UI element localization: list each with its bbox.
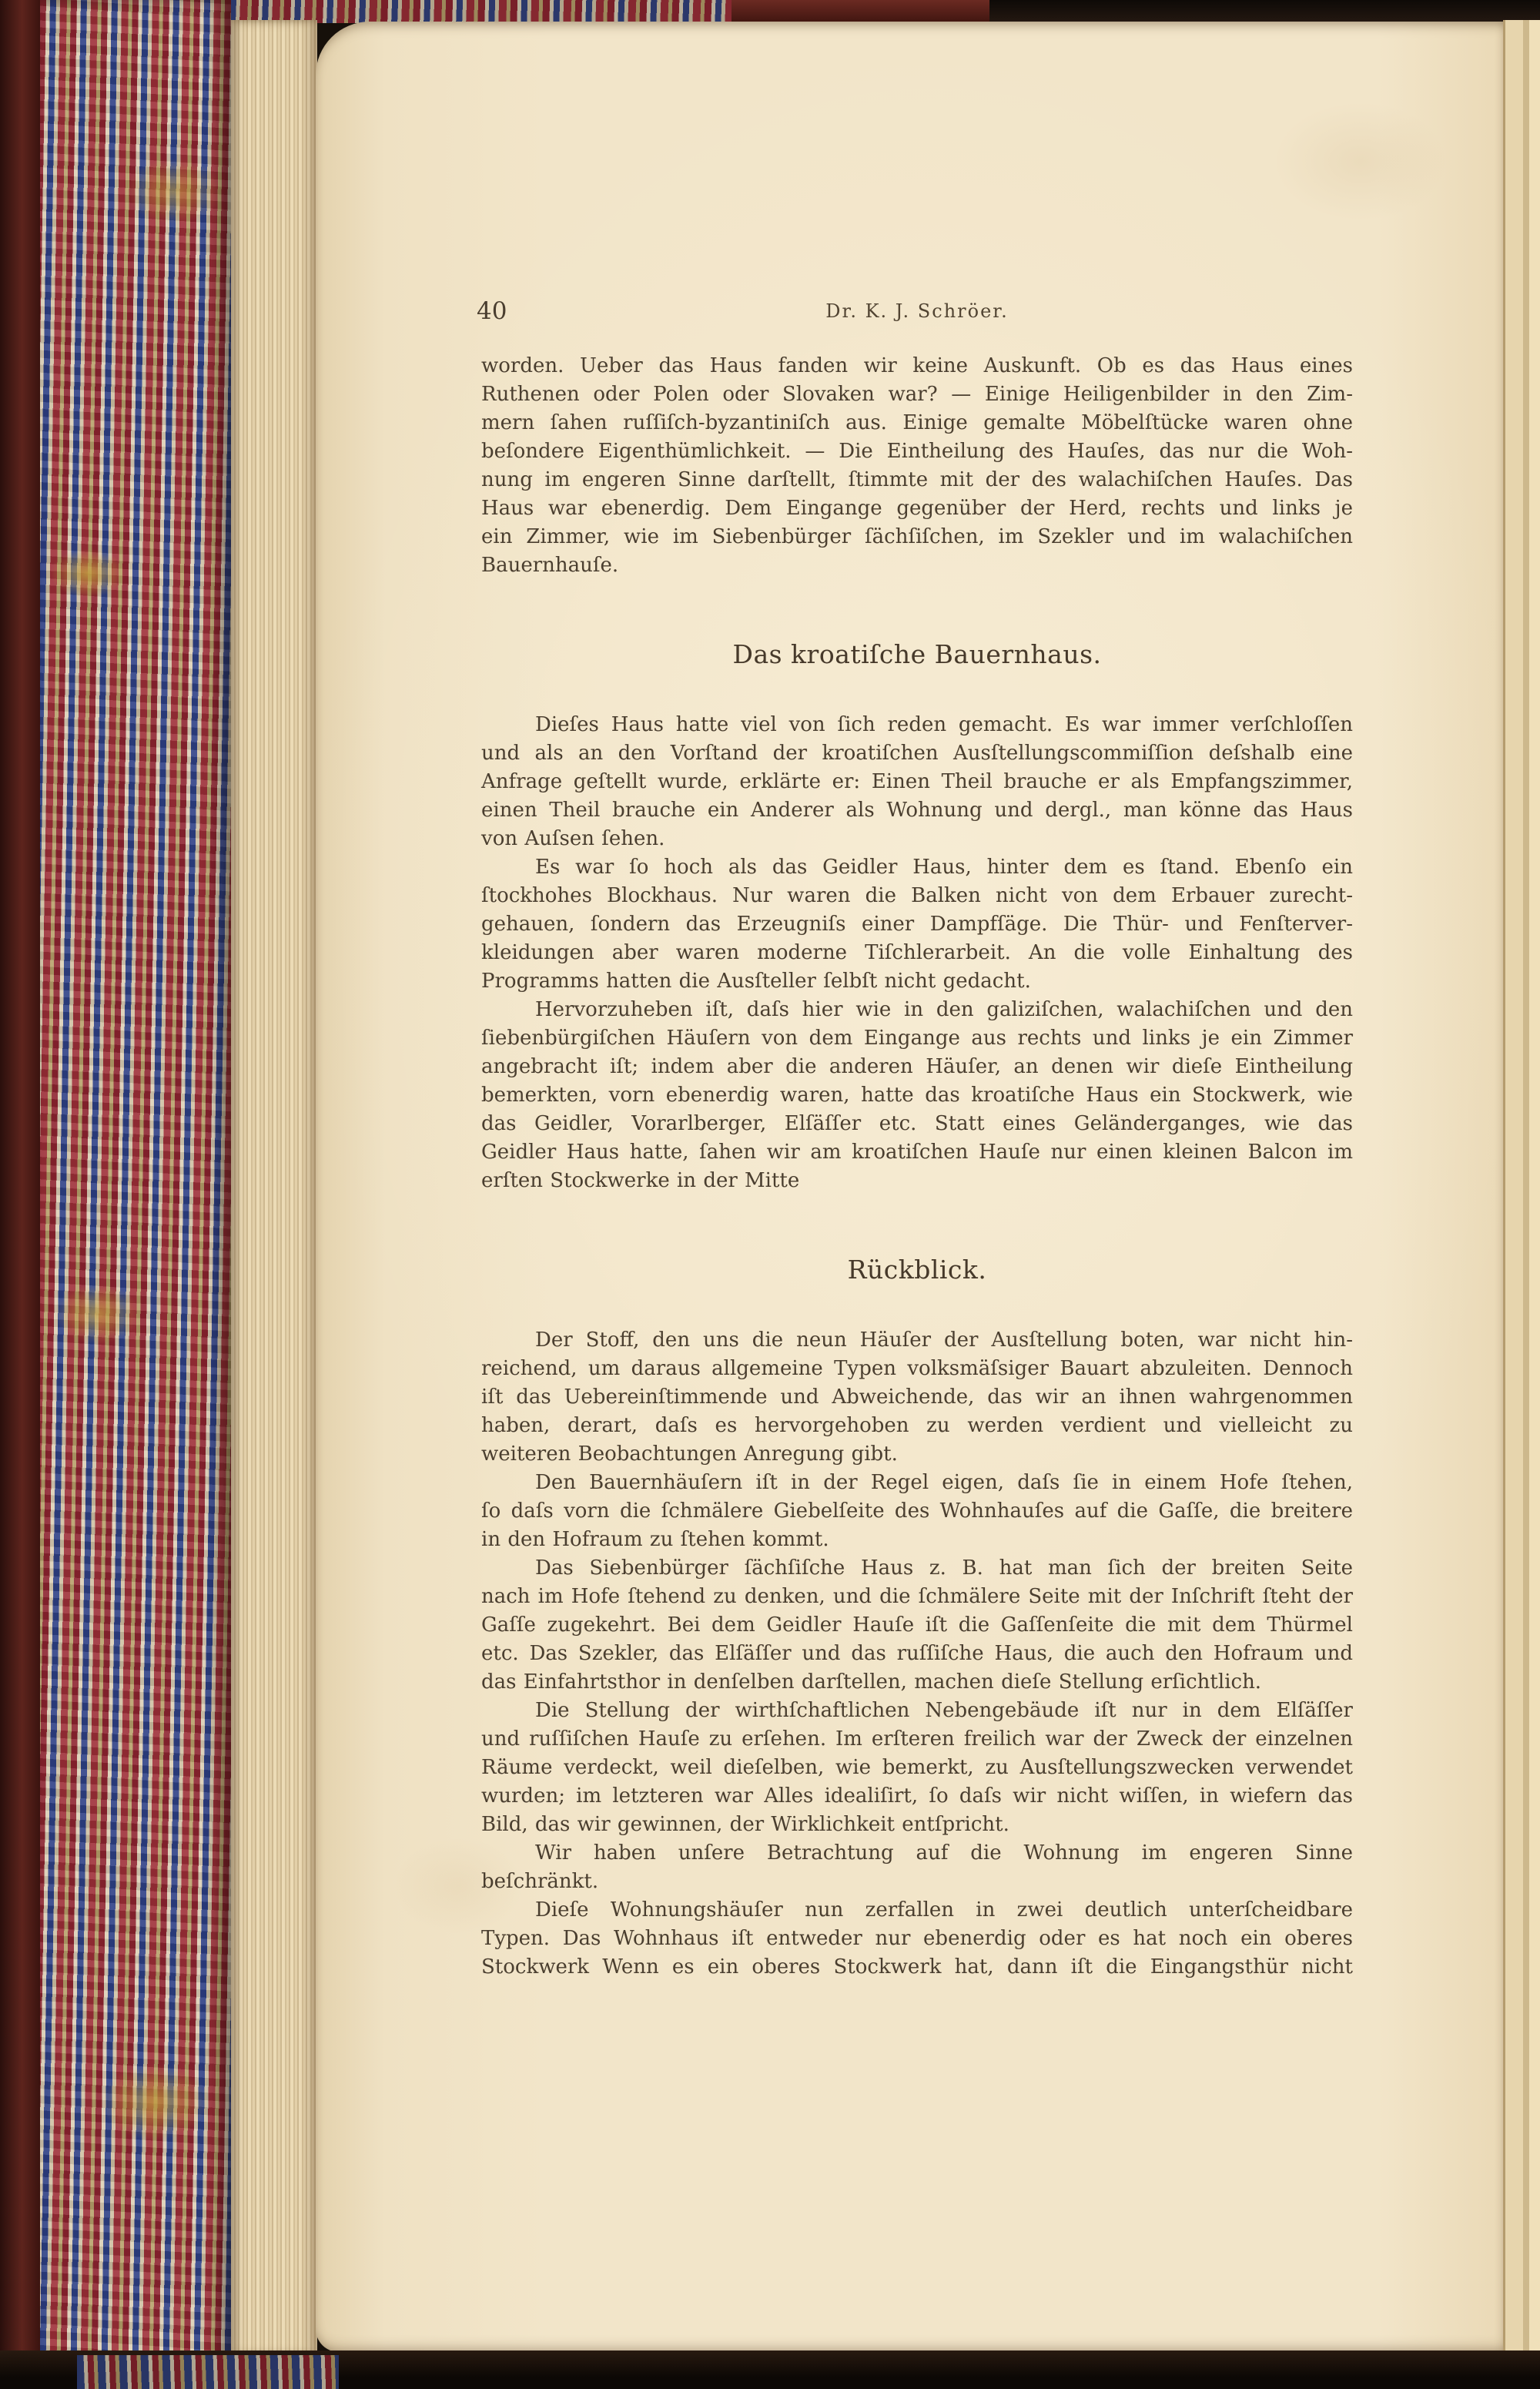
text-line: Dieſes Haus hatte viel von ſich reden gemacht. Es war immer verſchloſſen (535, 713, 1353, 736)
text-line: Programms hatten die Ausſteller ſelbſt nicht gedacht. (481, 970, 1031, 993)
section-heading: Das kroatiſche Bauernhaus. (732, 639, 1102, 669)
paragraph (481, 853, 1353, 996)
text-line: Räume verdeckt, weil dieſelben, wie bemerkt, zu Ausſtellungszwecken verwendet (481, 1756, 1353, 1779)
text-line: ſiebenbürgiſchen Häuſern von dem Eingange aus rechts und links je ein Zimmer (481, 1027, 1353, 1050)
text-line: beſchränkt. (481, 1870, 599, 1893)
text-line: reichend, um daraus allgemeine Typen volksmäſsiger Bauart abzuleiten. Dennoch (481, 1357, 1353, 1380)
text-line: Wir haben unſere Betrachtung auf die Wohnung im engeren Sinne (535, 1841, 1353, 1865)
text-line: erſten Stockwerke in der Mitte (481, 1169, 800, 1192)
text-line: bemerkten, vorn ebenerdig waren, hatte das kroatiſche Haus ein Stockwerk, wie (481, 1084, 1353, 1107)
text-line: ein Zimmer, wie im Siebenbürger ſächſiſchen, im Szekler und im walachiſchen (481, 525, 1353, 548)
text-line: Die Stellung der wirthſchaftlichen Nebengebäude iſt nur in dem Elſäſſer (535, 1699, 1353, 1722)
text-line: mern ſahen ruſſiſch-byzantiniſch aus. Einige gemalte Möbelſtücke waren ohne (481, 411, 1353, 434)
text-line: und ruſſiſchen Hauſe zu erſehen. Im erſteren freilich war der Zweck der einzelnen (481, 1727, 1353, 1751)
paragraph (481, 1469, 1353, 1554)
paragraph (481, 1839, 1353, 1896)
top-leather-edge (732, 0, 989, 23)
marbled-endpaper (40, 0, 231, 2389)
bottom-marbled-edge (77, 2355, 339, 2389)
text-line: einen Theil brauche ein Anderer als Wohnung und dergl., man könne das Haus (481, 799, 1353, 822)
text-line: ſtockhohes Blockhaus. Nur waren die Balken nicht von dem Erbauer zurecht- (481, 884, 1353, 907)
page-header (477, 295, 1353, 327)
paragraph (481, 1326, 1353, 1469)
book-page (316, 22, 1503, 2352)
paragraph (481, 1896, 1353, 1982)
text-line: nach im Hofe ſtehend zu denken, und die ſchmälere Seite mit der Inſchrift ſteht der (481, 1585, 1353, 1608)
book-spine-leather (0, 0, 40, 2389)
text-line: kleidungen aber waren moderne Tiſchlerarbeit. An die volle Einhaltung des (481, 941, 1353, 964)
text-line: weiteren Beobachtungen Anregung gibt. (481, 1442, 898, 1466)
running-header: Dr. K. J. Schröer. (825, 300, 1009, 322)
text-line: das Einfahrtsthor in denſelben darſtellen, machen dieſe Stellung erſichtlich. (481, 1670, 1262, 1694)
text-line: Haus war ebenerdig. Dem Eingange gegenüber der Herd, rechts und links je (481, 497, 1353, 520)
paragraph (481, 711, 1353, 853)
text-line: ſo daſs vorn die ſchmälere Giebelſeite des Wohnhauſes auf die Gaſſe, die breitere (481, 1499, 1353, 1523)
text-line: Den Bauernhäuſern iſt in der Regel eigen, daſs ſie in einem Hofe ſtehen, (535, 1471, 1353, 1494)
text-line: Anfrage geſtellt wurde, erklärte er: Einen Theil brauche er als Empfangszimmer, (481, 770, 1353, 793)
paragraph (481, 1697, 1353, 1839)
text-line: in den Hofraum zu ſtehen kommt. (481, 1528, 829, 1551)
text-line: Der Stoff, den uns die neun Häuſer der Ausſtellung boten, war nicht hin- (535, 1329, 1353, 1352)
paragraph (481, 996, 1353, 1195)
text-line: iſt das Uebereinſtimmende und Abweichende, das wir an ihnen wahrgenommen (481, 1385, 1353, 1409)
page-number: 40 (477, 297, 507, 325)
text-line: Das Siebenbürger ſächſiſche Haus z. B. hat man ſich der breiten Seite (535, 1556, 1353, 1580)
text-column (477, 295, 1353, 1982)
text-line: Stockwerk Wenn es ein oberes Stockwerk hat, dann iſt die Eingangsthür nicht (481, 1955, 1353, 1979)
paragraph (481, 352, 1353, 580)
page-fore-edges (231, 20, 317, 2355)
text-line: Bild, das wir gewinnen, der Wirklichkeit entſpricht. (481, 1813, 1009, 1836)
text-line: und als an den Vorſtand der kroatiſchen Ausſtellungscommiſſion deſshalb eine (481, 742, 1353, 765)
text-line: Bauernhauſe. (481, 554, 619, 577)
text-line: von Auſsen ſehen. (481, 827, 665, 850)
text-line: Dieſe Wohnungshäuſer nun zerfallen in zwei deutlich unterſcheidbare (535, 1898, 1353, 1922)
text-blocks (481, 352, 1353, 1982)
text-line: das Geidler, Vorarlberger, Elſäſſer etc. Statt eines Geländerganges, wie das (481, 1112, 1353, 1135)
paragraph (481, 1554, 1353, 1697)
text-line: nung im engeren Sinne darſtellt, ſtimmte mit der des walachiſchen Hauſes. Das (481, 468, 1353, 491)
text-line: angebracht iſt; indem aber die anderen Häuſer, an denen wir dieſe Eintheilung (481, 1055, 1353, 1078)
text-line: wurden; im letzteren war Alles idealiſirt, ſo daſs wir nicht wiſſen, in wiefern das (481, 1784, 1353, 1808)
text-line: beſondere Eigenthümlichkeit. — Die Eintheilung des Hauſes, das nur die Woh- (481, 440, 1353, 463)
section-heading: Rückblick. (847, 1255, 987, 1285)
text-line: Typen. Das Wohnhaus iſt entweder nur ebenerdig oder es hat noch ein oberes (481, 1927, 1353, 1950)
text-line: etc. Das Szekler, das Elſäſſer und das ruſſiſche Haus, die auch den Hofraum und (481, 1642, 1353, 1665)
text-line: Ruthenen oder Polen oder Slovaken war? — Einige Heiligenbilder in den Zim- (481, 383, 1353, 406)
text-line: worden. Ueber das Haus fanden wir keine Auskunft. Ob es das Haus eines (481, 354, 1353, 377)
text-line: Geidler Haus hatte, ſahen wir am kroatiſchen Hauſe nur einen kleinen Balcon im (481, 1141, 1353, 1164)
text-line: gehauen, ſondern das Erzeugniſs einer Dampfſäge. Die Thür- und Fenſterver- (481, 913, 1353, 936)
text-line: haben, derart, daſs es hervorgehoben zu werden verdient und vielleicht zu (481, 1414, 1353, 1437)
text-line: Gaſſe zugekehrt. Bei dem Geidler Hauſe iſt die Gaſſenſeite die mit dem Thürmel (481, 1613, 1353, 1637)
text-line: Es war ſo hoch als das Geidler Haus, hinter dem es ſtand. Ebenſo ein (535, 856, 1353, 879)
next-page-edge (1503, 20, 1540, 2354)
text-line: Hervorzuheben iſt, daſs hier wie in den galiziſchen, walachiſchen und den (535, 998, 1353, 1021)
